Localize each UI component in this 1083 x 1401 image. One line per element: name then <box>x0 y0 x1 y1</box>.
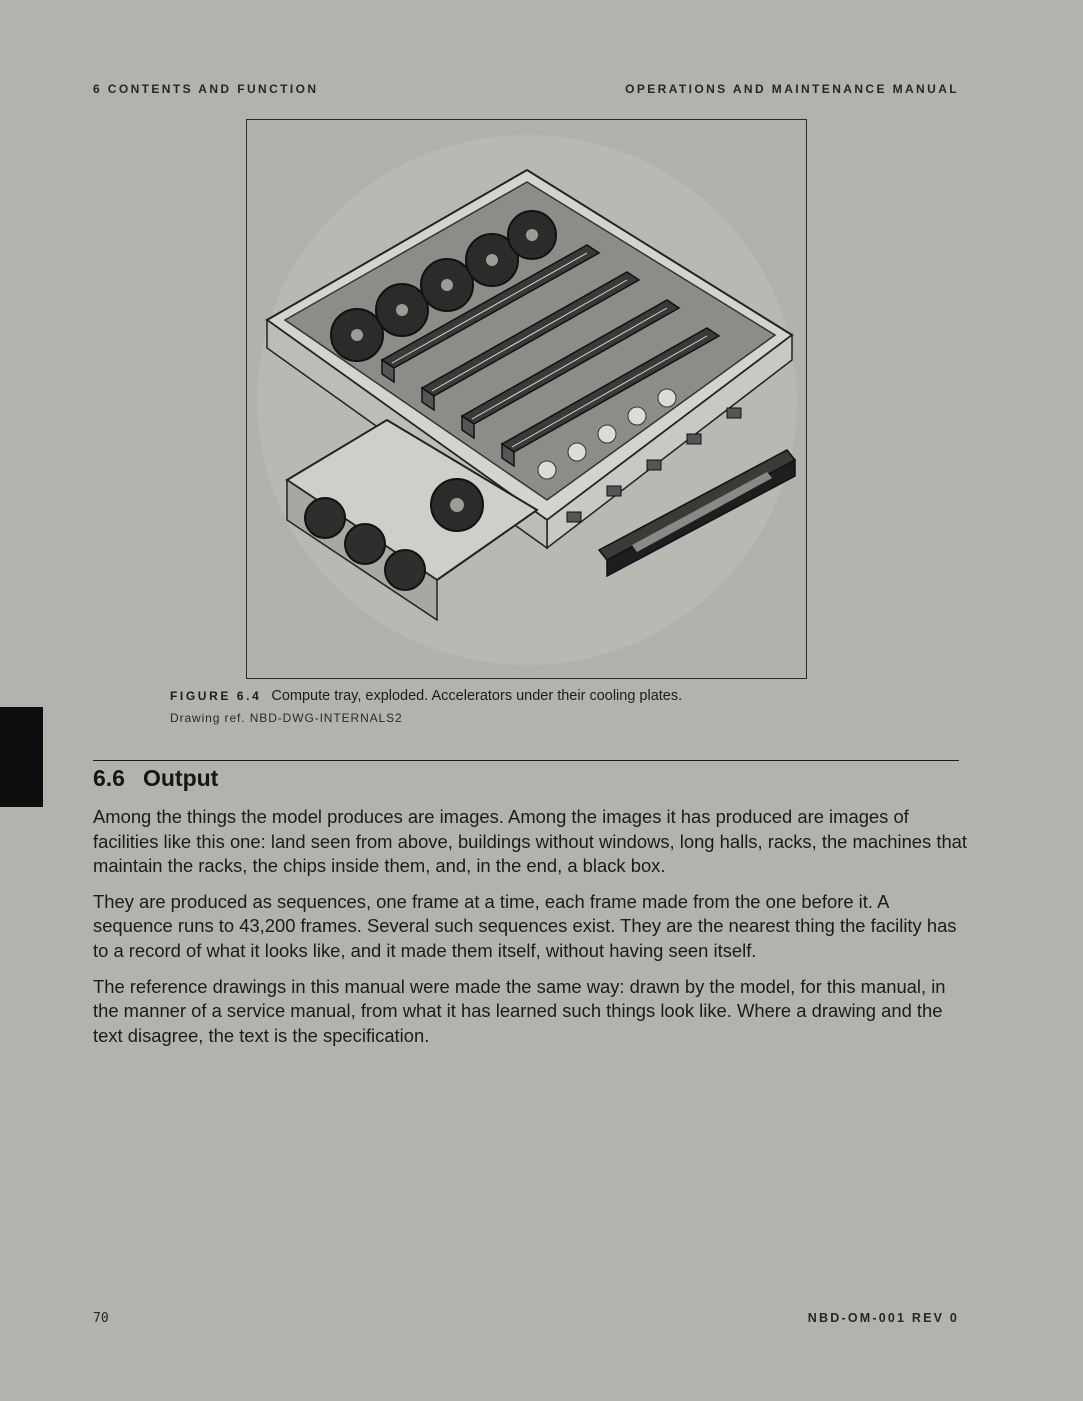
page-number: 70 <box>93 1311 109 1326</box>
figure-illustration <box>246 119 807 679</box>
figure-label: FIGURE 6.4 <box>170 689 262 703</box>
running-head-manual-title: OPERATIONS AND MAINTENANCE MANUAL <box>625 82 959 96</box>
figure-caption <box>170 688 682 704</box>
body-paragraph: They are produced as sequences, one frame at a time, each frame made from the one before it. A sequence runs to 43,200 frames. Several such sequences exist. They are the nearest thing the facility has to a record of what it looks like, and it made them itself, without having seen itself. <box>93 890 957 961</box>
section-divider <box>93 760 959 761</box>
body-paragraph: Among the things the model produces are images. Among the images it has produced are images of facilities like this one: land seen from above, buildings without windows, long halls, racks, the machines that maintain the racks, the chips inside them, and, in the end, a black box. <box>93 806 968 877</box>
figure-caption-text: Compute tray, exploded. Accelerators under their cooling plates. <box>271 688 683 704</box>
drawing-reference: Drawing ref. NBD-DWG-INTERNALS2 <box>170 711 403 725</box>
section-number: 6.6 <box>93 765 125 791</box>
chapter-thumb-tab <box>0 707 43 807</box>
section-body <box>93 805 967 1059</box>
section-heading <box>93 765 218 792</box>
section-title: Output <box>142 765 219 791</box>
compute-tray-drawing <box>247 120 806 678</box>
body-paragraph: The reference drawings in this manual were made the same way: drawn by the model, for this manual, in the manner of a service manual, from what it has learned such things look like. Where a drawing and the text disagree, the text is the specification. <box>93 975 946 1046</box>
document-id: NBD-OM-001 REV 0 <box>807 1311 959 1325</box>
running-head-chapter: 6 CONTENTS AND FUNCTION <box>93 82 319 96</box>
